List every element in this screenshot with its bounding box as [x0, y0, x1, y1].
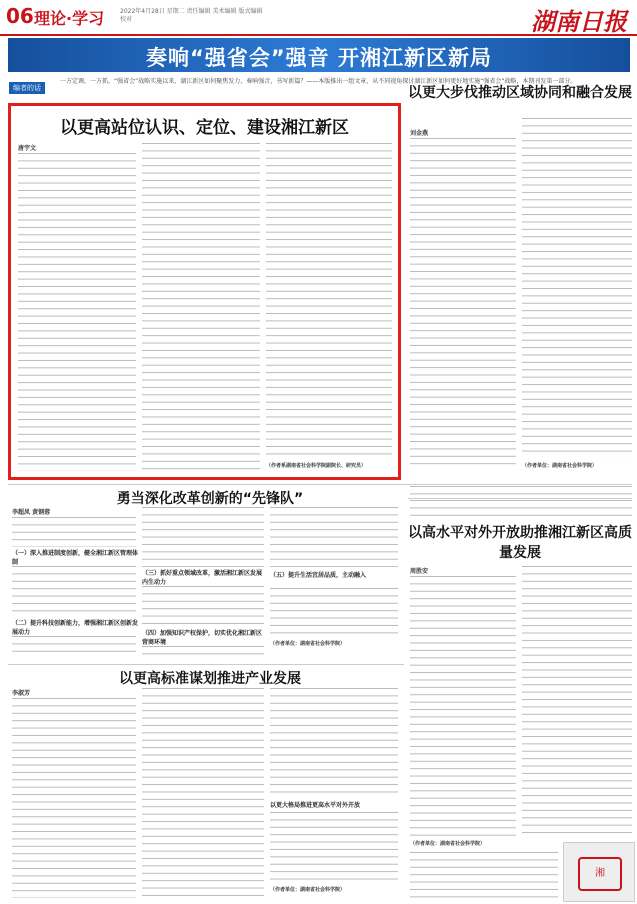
left-mid-sub2: （二）提升科技创新能力，增强湘江新区创新发展动力	[12, 620, 139, 636]
bottom-col1	[12, 698, 136, 898]
bottom-sub1: 以更大格局推进更高水平对外开放	[270, 802, 361, 809]
right-bottom-text	[410, 852, 558, 898]
left-mid-author: 李超凤 黄钢蓉	[12, 509, 51, 516]
editor-note-tag: 编者的话	[9, 82, 45, 94]
left-mid-sub4: （四）加强知识产权保护，切实优化湘江新区营商环境	[142, 630, 263, 646]
main-article-author: 唐宇文	[18, 145, 37, 152]
divider-bottom	[8, 664, 404, 665]
section-number: 06	[6, 4, 34, 28]
seal-icon: 湘	[578, 857, 622, 891]
left-mid-col1a	[12, 517, 136, 547]
main-article-col1	[18, 153, 136, 471]
right-mid-title: 以高水平对外开放助推湘江新区高质量发展	[408, 525, 632, 561]
main-article-col3	[266, 143, 392, 458]
left-mid-sub3: （三）抓好重点领域改革，激活湘江新区发展内生动力	[142, 570, 263, 586]
bottom-note: （作者单位：湖南省社会科学院）	[270, 887, 346, 893]
divider	[8, 484, 632, 485]
section-name: 理论·学习	[34, 9, 105, 28]
right-top-col1	[410, 138, 516, 468]
left-mid-col2b	[142, 586, 264, 626]
left-mid-sub1: （一）深入推进制度创新，健全湘江新区管理体制	[12, 550, 139, 566]
left-mid-col3a	[270, 507, 398, 567]
left-mid-col1b	[12, 566, 136, 616]
left-mid-note: （作者单位：湖南省社会科学院）	[270, 641, 346, 647]
main-article-col2	[142, 143, 260, 471]
left-mid-col1c	[12, 636, 136, 658]
right-mid-col1	[410, 576, 516, 836]
right-top-title: 以更大步伐推动区域协同和融合发展	[408, 85, 632, 101]
bottom-title: 以更高标准谋划推进产业发展	[119, 671, 301, 687]
right-top-tail	[410, 486, 632, 496]
decorative-image	[563, 842, 635, 902]
bottom-author: 李淑芳	[12, 690, 31, 697]
left-mid-col2a	[142, 507, 264, 567]
editor-intro: 一方定调，一方抓，“强省会”战略实施以来，湖江新区如何聚焦发力，奏响强音，书写新篇？——本版推出一组文章，从不同视角探讨湖江新区如何更好地实施“强省会”战略，本期刊发第一部分。	[60, 78, 577, 85]
right-mid-author: 周胜安	[410, 568, 429, 575]
issue-meta: 2022年4月28日 星期二 责任编辑 美术编辑 版式编辑 校对	[120, 8, 263, 23]
bottom-col3b	[270, 812, 398, 882]
left-mid-col2c	[142, 646, 264, 660]
banner-title: 奏响“强省会”强音 开湘江新区新局	[146, 46, 492, 70]
right-top-note: （作者单位：湖南省社会科学院）	[522, 463, 598, 469]
newspaper-logo: 湖南日报	[531, 7, 627, 36]
right-mid-col2	[522, 566, 632, 836]
main-article-title: 以更高站位认识、定位、建设湘江新区	[60, 118, 349, 138]
left-mid-col3b	[270, 588, 398, 636]
bottom-col3a	[270, 688, 398, 798]
main-article-note: （作者系湖南省社会科学院副院长、研究员）	[266, 463, 367, 469]
left-mid-title: 勇当深化改革创新的“先锋队”	[116, 491, 304, 507]
bottom-col2	[142, 688, 264, 898]
topic-banner	[8, 38, 630, 72]
divider-right	[408, 498, 632, 499]
right-mid-lead	[410, 500, 632, 518]
left-mid-sub5: （五）提升生活宜居品质，主动融入	[270, 572, 367, 579]
right-top-col2	[522, 118, 632, 458]
right-mid-note: （作者单位：湖南省社会科学院）	[410, 841, 486, 847]
right-top-author: 刘金燕	[410, 130, 429, 137]
